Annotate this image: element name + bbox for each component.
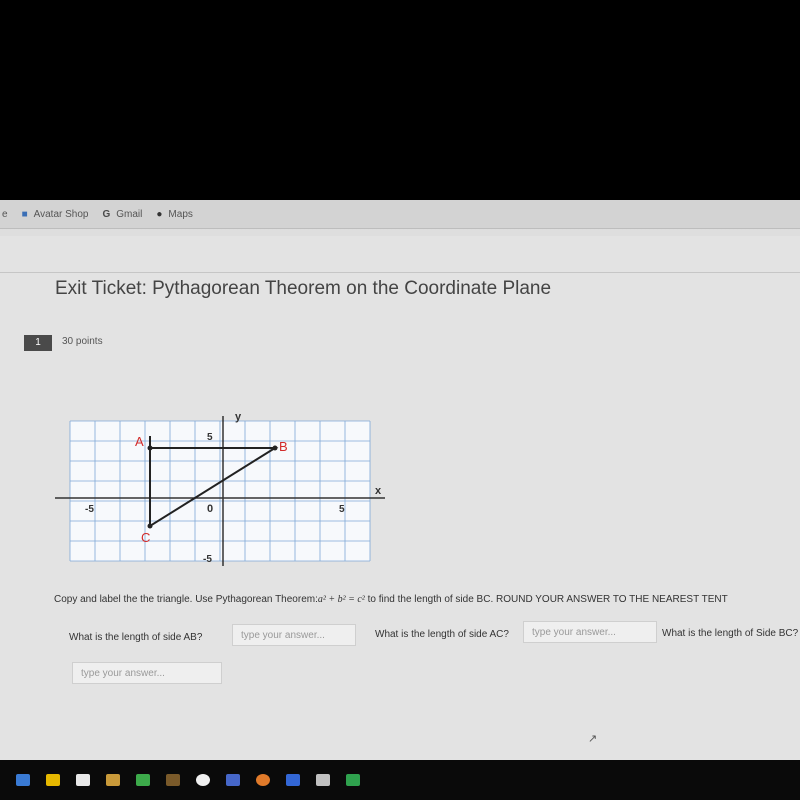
app-icon[interactable] [136, 774, 150, 786]
y-tick-neg5: -5 [203, 554, 212, 565]
bookmark-maps[interactable] [156, 209, 193, 220]
bookmark-label: Avatar Shop [33, 208, 89, 220]
point-b-marker [273, 446, 278, 451]
google-g-icon: G [102, 208, 111, 220]
bookmark-label: Maps [168, 208, 193, 220]
question-points: 30 points [62, 336, 103, 347]
teams-icon[interactable] [226, 774, 240, 786]
point-b-label: B [279, 439, 288, 454]
bc-answer-input[interactable] [72, 662, 222, 684]
bookmark-overflow[interactable]: e [2, 208, 8, 220]
bookmarks-bar [0, 200, 800, 229]
app-icon[interactable] [346, 774, 360, 786]
app-icon[interactable] [286, 774, 300, 786]
browser-window [0, 200, 800, 760]
question-number-badge: 1 [24, 335, 52, 351]
y-axis-label: y [235, 411, 242, 423]
app-icon[interactable] [166, 774, 180, 786]
map-pin-icon: ● [156, 208, 163, 220]
bookmark-avatar-shop[interactable] [22, 209, 89, 220]
ab-question-label: What is the length of side AB? [69, 632, 203, 643]
x-tick-5: 5 [339, 504, 345, 515]
folder-icon[interactable] [46, 774, 60, 786]
y-tick-5: 5 [207, 432, 213, 443]
chrome-icon[interactable] [196, 774, 210, 786]
point-c-marker [148, 524, 153, 529]
ac-answer-input[interactable] [523, 621, 657, 643]
title-divider [0, 272, 800, 273]
bookmark-gmail[interactable] [102, 209, 142, 220]
ab-answer-input[interactable] [232, 624, 356, 646]
ac-question-label: What is the length of side AC? [375, 629, 509, 640]
store-icon[interactable] [106, 774, 120, 786]
point-c-label: C [141, 530, 151, 545]
mouse-cursor-icon: ↗ [588, 733, 598, 745]
pythagorean-formula: a² + b² = c² [317, 594, 365, 605]
point-a-label: A [135, 434, 144, 449]
page-title: Exit Ticket: Pythagorean Theorem on the Coordinate Plane [55, 278, 552, 299]
point-a-marker [148, 446, 153, 451]
question-instruction: Copy and label the the triangle. Use Pythagorean Theorem:a² + b² = c² to find the length of side BC. ROUND YOUR ANSWER TO THE NEAREST TENT [54, 594, 728, 605]
x-tick-neg5: -5 [85, 504, 94, 515]
x-axis-label: x [375, 485, 382, 497]
bookmark-icon: ■ [21, 208, 28, 220]
start-icon[interactable] [16, 774, 30, 786]
taskbar [0, 760, 800, 800]
app-icon[interactable] [316, 774, 330, 786]
origin-label: 0 [207, 503, 214, 515]
coordinate-plane-graph [55, 406, 382, 566]
page-content [0, 236, 800, 760]
lock-icon[interactable] [76, 774, 90, 786]
bookmark-label: Gmail [116, 208, 143, 220]
app-icon[interactable] [256, 774, 270, 786]
bc-question-label: What is the length of Side BC? [662, 628, 799, 639]
